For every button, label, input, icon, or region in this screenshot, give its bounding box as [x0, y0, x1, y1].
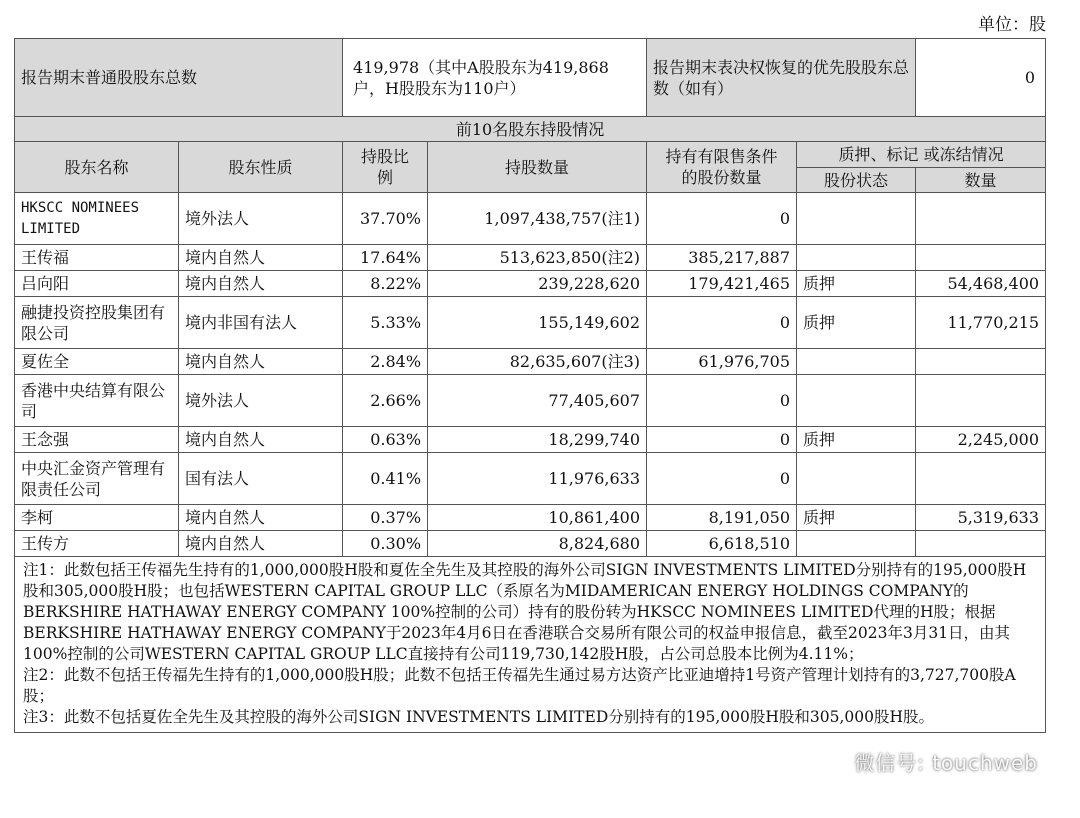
cell-restricted: 0	[647, 375, 797, 427]
cell-pledge-status: 质押	[797, 427, 916, 453]
cell-ratio: 8.22%	[343, 271, 428, 297]
cell-quantity: 18,299,740	[428, 427, 647, 453]
cell-pledge-qty: 2,245,000	[916, 427, 1046, 453]
cell-restricted: 6,618,510	[647, 531, 797, 557]
preferred-holders-label: 报告期末表决权恢复的优先股股东总数（如有）	[647, 39, 916, 117]
cell-name: 夏佐全	[15, 349, 179, 375]
col-header-restricted: 持有有限售条件的股份数量	[647, 142, 797, 193]
cell-nature: 境外法人	[179, 375, 343, 427]
cell-restricted: 0	[647, 193, 797, 245]
cell-quantity: 77,405,607	[428, 375, 647, 427]
cell-pledge-qty: 54,468,400	[916, 271, 1046, 297]
cell-name: 吕向阳	[15, 271, 179, 297]
cell-ratio: 0.63%	[343, 427, 428, 453]
cell-name: 融捷投资控股集团有限公司	[15, 297, 179, 349]
cell-ratio: 37.70%	[343, 193, 428, 245]
cell-pledge-status: 质押	[797, 297, 916, 349]
watermark-text: 微信号: touchweb	[854, 751, 1038, 775]
cell-restricted: 61,976,705	[647, 349, 797, 375]
cell-name: HKSCC NOMINEES LIMITED	[15, 193, 179, 245]
table-row	[15, 245, 1046, 271]
cell-pledge-status: 质押	[797, 271, 916, 297]
table-row	[15, 453, 1046, 505]
cell-name: 王念强	[15, 427, 179, 453]
table-row	[15, 349, 1046, 375]
table-row	[15, 193, 1046, 245]
cell-quantity: 155,149,602	[428, 297, 647, 349]
col-header-name: 股东名称	[15, 142, 179, 193]
cell-pledge-qty	[916, 453, 1046, 505]
cell-nature: 境内自然人	[179, 349, 343, 375]
cell-quantity: 10,861,400	[428, 505, 647, 531]
table-row	[15, 531, 1046, 557]
cell-nature: 境内自然人	[179, 531, 343, 557]
cell-quantity: 513,623,850(注2)	[428, 245, 647, 271]
cell-name: 李柯	[15, 505, 179, 531]
notes-cell	[15, 557, 1046, 733]
cell-nature: 境外法人	[179, 193, 343, 245]
note-1: 注1：此数包括王传福先生持有的1,000,000股H股和夏佐全先生及其控股的海外公司SIGN INVESTMENTS LIMITED分别持有的195,000股H股和305,000股H股；也包括WESTERN CAPITAL GROUP LLC（系原名为MIDAMERICAN ENERGY HOLDINGS COMPANY的BERKSHIRE HATHAWAY ENERGY COMPANY 100%控制的公司）持有的股份转为HKSCC NOMINEES LIMITED代理的H股；根据BERKSHIRE HATHAWAY ENERGY COMPANY于2023年4月6日在香港联合交易所有限公司的权益申报信息，截至2023年3月31日，由其100%控制的公司WESTERN CAPITAL GROUP LLC直接持有公司119,730,142股H股，占公司总股本比例为4.11%；	[23, 561, 1027, 663]
note-2: 注2：此数不包括王传福先生持有的1,000,000股H股；此数不包括王传福先生通过易方达资产比亚迪增持1号资产管理计划持有的3,727,700股A股；	[23, 666, 1016, 705]
table-row	[15, 505, 1046, 531]
wechat-icon	[828, 755, 850, 773]
col-header-nature: 股东性质	[179, 142, 343, 193]
cell-pledge-qty	[916, 531, 1046, 557]
cell-pledge-qty	[916, 349, 1046, 375]
cell-pledge-status	[797, 245, 916, 271]
cell-pledge-qty: 5,319,633	[916, 505, 1046, 531]
cell-nature: 国有法人	[179, 453, 343, 505]
cell-quantity: 11,976,633	[428, 453, 647, 505]
cell-pledge-qty: 11,770,215	[916, 297, 1046, 349]
cell-quantity: 8,824,680	[428, 531, 647, 557]
cell-pledge-status	[797, 349, 916, 375]
cell-quantity: 82,635,607(注3)	[428, 349, 647, 375]
cell-pledge-status	[797, 453, 916, 505]
cell-ratio: 0.30%	[343, 531, 428, 557]
cell-restricted: 385,217,887	[647, 245, 797, 271]
cell-pledge-qty	[916, 375, 1046, 427]
cell-nature: 境内自然人	[179, 505, 343, 531]
cell-ratio: 2.66%	[343, 375, 428, 427]
cell-ratio: 2.84%	[343, 349, 428, 375]
cell-pledge-status	[797, 193, 916, 245]
cell-name: 王传方	[15, 531, 179, 557]
preferred-holders-value: 0	[916, 39, 1046, 117]
cell-name: 王传福	[15, 245, 179, 271]
cell-quantity: 239,228,620	[428, 271, 647, 297]
cell-nature: 境内自然人	[179, 271, 343, 297]
col-header-pledge-group: 质押、标记 或冻结情况	[797, 142, 1046, 168]
watermark	[828, 747, 1038, 776]
cell-pledge-status	[797, 531, 916, 557]
total-holders-label: 报告期末普通股股东总数	[15, 39, 343, 117]
cell-nature: 境内非国有法人	[179, 297, 343, 349]
cell-restricted: 0	[647, 427, 797, 453]
table-row	[15, 297, 1046, 349]
table-row	[15, 375, 1046, 427]
cell-quantity: 1,097,438,757(注1)	[428, 193, 647, 245]
section-title: 前10名股东持股情况	[15, 117, 1046, 142]
cell-pledge-status	[797, 375, 916, 427]
cell-restricted: 0	[647, 453, 797, 505]
cell-pledge-status: 质押	[797, 505, 916, 531]
notes-row	[15, 557, 1046, 733]
col-header-pledge-status: 股份状态	[797, 168, 916, 193]
cell-pledge-qty	[916, 193, 1046, 245]
cell-ratio: 17.64%	[343, 245, 428, 271]
cell-ratio: 0.41%	[343, 453, 428, 505]
table-row	[15, 271, 1046, 297]
note-3: 注3：此数不包括夏佐全先生及其控股的海外公司SIGN INVESTMENTS LIMITED分别持有的195,000股H股和305,000股H股。	[23, 708, 934, 726]
col-header-quantity: 持股数量	[428, 142, 647, 193]
total-holders-value: 419,978（其中A股股东为419,868户，H股股东为110户）	[343, 39, 647, 117]
table-row	[15, 427, 1046, 453]
col-header-pledge-qty: 数量	[916, 168, 1046, 193]
cell-nature: 境内自然人	[179, 245, 343, 271]
cell-pledge-qty	[916, 245, 1046, 271]
cell-restricted: 0	[647, 297, 797, 349]
summary-row	[15, 39, 1046, 117]
cell-restricted: 179,421,465	[647, 271, 797, 297]
cell-nature: 境内自然人	[179, 427, 343, 453]
col-header-ratio: 持股比例	[343, 142, 428, 193]
shareholder-table	[14, 38, 1046, 733]
cell-ratio: 5.33%	[343, 297, 428, 349]
cell-ratio: 0.37%	[343, 505, 428, 531]
cell-name: 香港中央结算有限公司	[15, 375, 179, 427]
cell-name: 中央汇金资产管理有限责任公司	[15, 453, 179, 505]
unit-label: 单位：股	[978, 15, 1046, 35]
cell-restricted: 8,191,050	[647, 505, 797, 531]
